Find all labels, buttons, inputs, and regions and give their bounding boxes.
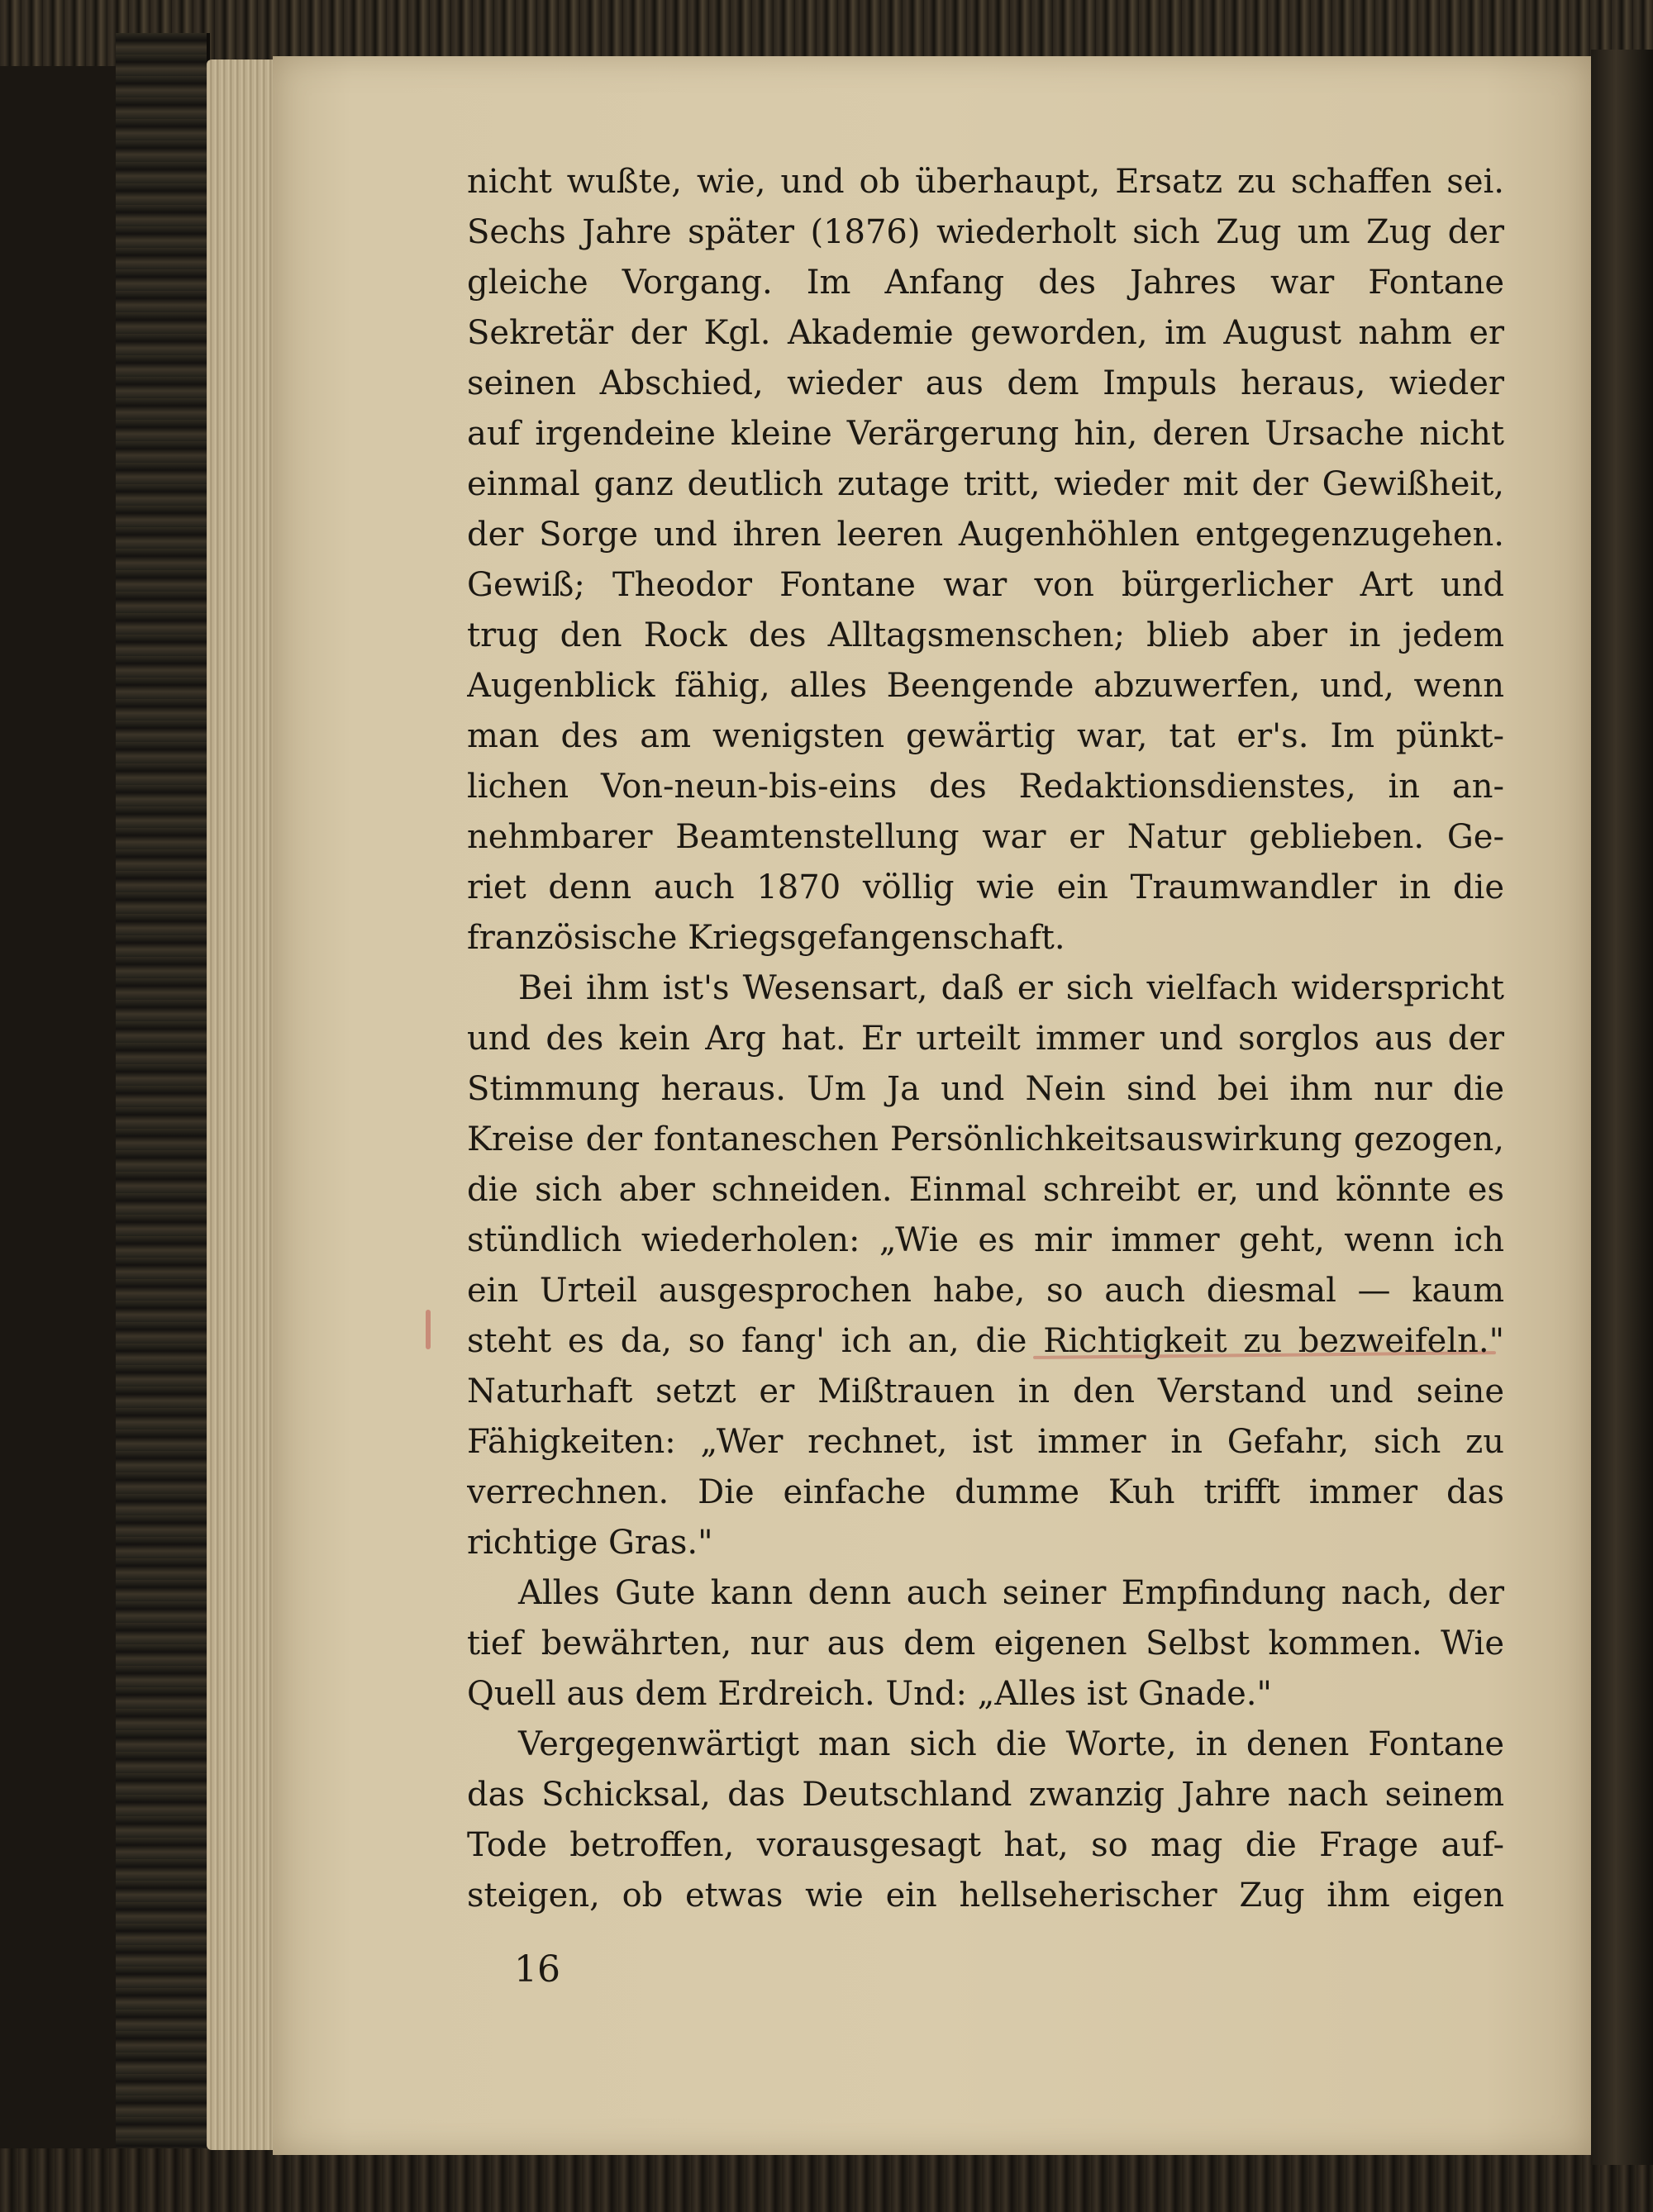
text-line: tief bewährten, nur aus dem eigenen Selbst kommen. Wie <box>467 1625 1504 1663</box>
text-line: die sich aber schneiden. Einmal schreibt er, und könnte es <box>467 1171 1504 1209</box>
text-line: verrechnen. Die einfache dumme Kuh trifft immer das <box>467 1473 1504 1511</box>
text-line: stündlich wiederholen: „Wie es mir immer geht, wenn ich <box>467 1221 1504 1259</box>
text-line: auf irgendeine kleine Verärgerung hin, deren Ursache nicht <box>467 415 1504 453</box>
text-line: Sechs Jahre später (1876) wiederholt sich Zug um Zug der <box>467 213 1504 251</box>
text-line: Vergegenwärtigt man sich die Worte, in denen Fontane <box>518 1725 1504 1763</box>
text-line: Bei ihm ist's Wesensart, daß er sich vielfach widerspricht <box>518 969 1504 1007</box>
text-line: ein Urteil ausgesprochen habe, so auch diesmal — kaum <box>467 1272 1504 1310</box>
page-number: 16 <box>514 1948 560 1991</box>
text-line: seinen Abschied, wieder aus dem Impuls heraus, wieder <box>467 364 1504 402</box>
text-line: Naturhaft setzt er Mißtrauen in den Verstand und seine <box>467 1372 1504 1410</box>
pencil-margin-mark <box>426 1310 431 1349</box>
body-text <box>467 157 1504 1921</box>
text-line: einmal ganz deutlich zutage tritt, wieder mit der Gewißheit, <box>467 465 1504 503</box>
text-line: Stimmung heraus. Um Ja und Nein sind bei ihm nur die <box>467 1070 1504 1108</box>
text-line: riet denn auch 1870 völlig wie ein Traumwandler in die <box>467 868 1504 906</box>
text-line: Tode betroffen, vorausgesagt hat, so mag die Frage auf- <box>467 1826 1504 1864</box>
book-cover-bottom <box>0 2148 1653 2212</box>
text-line: gleiche Vorgang. Im Anfang des Jahres war Fontane <box>467 264 1504 302</box>
text-line: Alles Gute kann denn auch seiner Empfindung nach, der <box>518 1574 1504 1612</box>
text-line: nehmbarer Beamtenstellung war er Natur geblieben. Ge- <box>467 818 1504 856</box>
text-line: man des am wenigsten gewärtig war, tat er's. Im pünkt- <box>467 717 1504 755</box>
text-line: französische Kriegsgefangenschaft. <box>467 919 1065 957</box>
text-line: lichen Von-neun-bis-eins des Redaktionsdienstes, in an- <box>467 768 1504 806</box>
text-line: Augenblick fähig, alles Beengende abzuwerfen, und, wenn <box>467 667 1504 705</box>
text-line: trug den Rock des Alltagsmenschen; blieb aber in jedem <box>467 616 1504 654</box>
text-line: und des kein Arg hat. Er urteilt immer und sorglos aus der <box>467 1020 1504 1058</box>
text-line: nicht wußte, wie, und ob überhaupt, Ersatz zu schaffen sei. <box>467 163 1504 201</box>
text-line: Sekretär der Kgl. Akademie geworden, im August nahm er <box>467 314 1504 352</box>
text-line: Fähigkeiten: „Wer rechnet, ist immer in Gefahr, sich zu <box>467 1423 1504 1461</box>
text-line: das Schicksal, das Deutschland zwanzig Jahre nach seinem <box>467 1776 1504 1814</box>
book-spine <box>116 33 210 2181</box>
book-cover-right <box>1591 50 1653 2165</box>
text-line: steht es da, so fang' ich an, die Richtigkeit zu bezweifeln." <box>467 1322 1504 1360</box>
text-line: Gewiß; Theodor Fontane war von bürgerlicher Art und <box>467 566 1504 604</box>
text-line: Quell aus dem Erdreich. Und: „Alles ist Gnade." <box>467 1675 1272 1713</box>
text-line: der Sorge und ihren leeren Augenhöhlen entgegenzugehen. <box>467 516 1504 554</box>
text-line: richtige Gras." <box>467 1524 713 1562</box>
text-line: steigen, ob etwas wie ein hellseherischer Zug ihm eigen <box>467 1877 1504 1915</box>
text-line: Kreise der fontaneschen Persönlichkeitsauswirkung gezogen, <box>467 1120 1504 1158</box>
